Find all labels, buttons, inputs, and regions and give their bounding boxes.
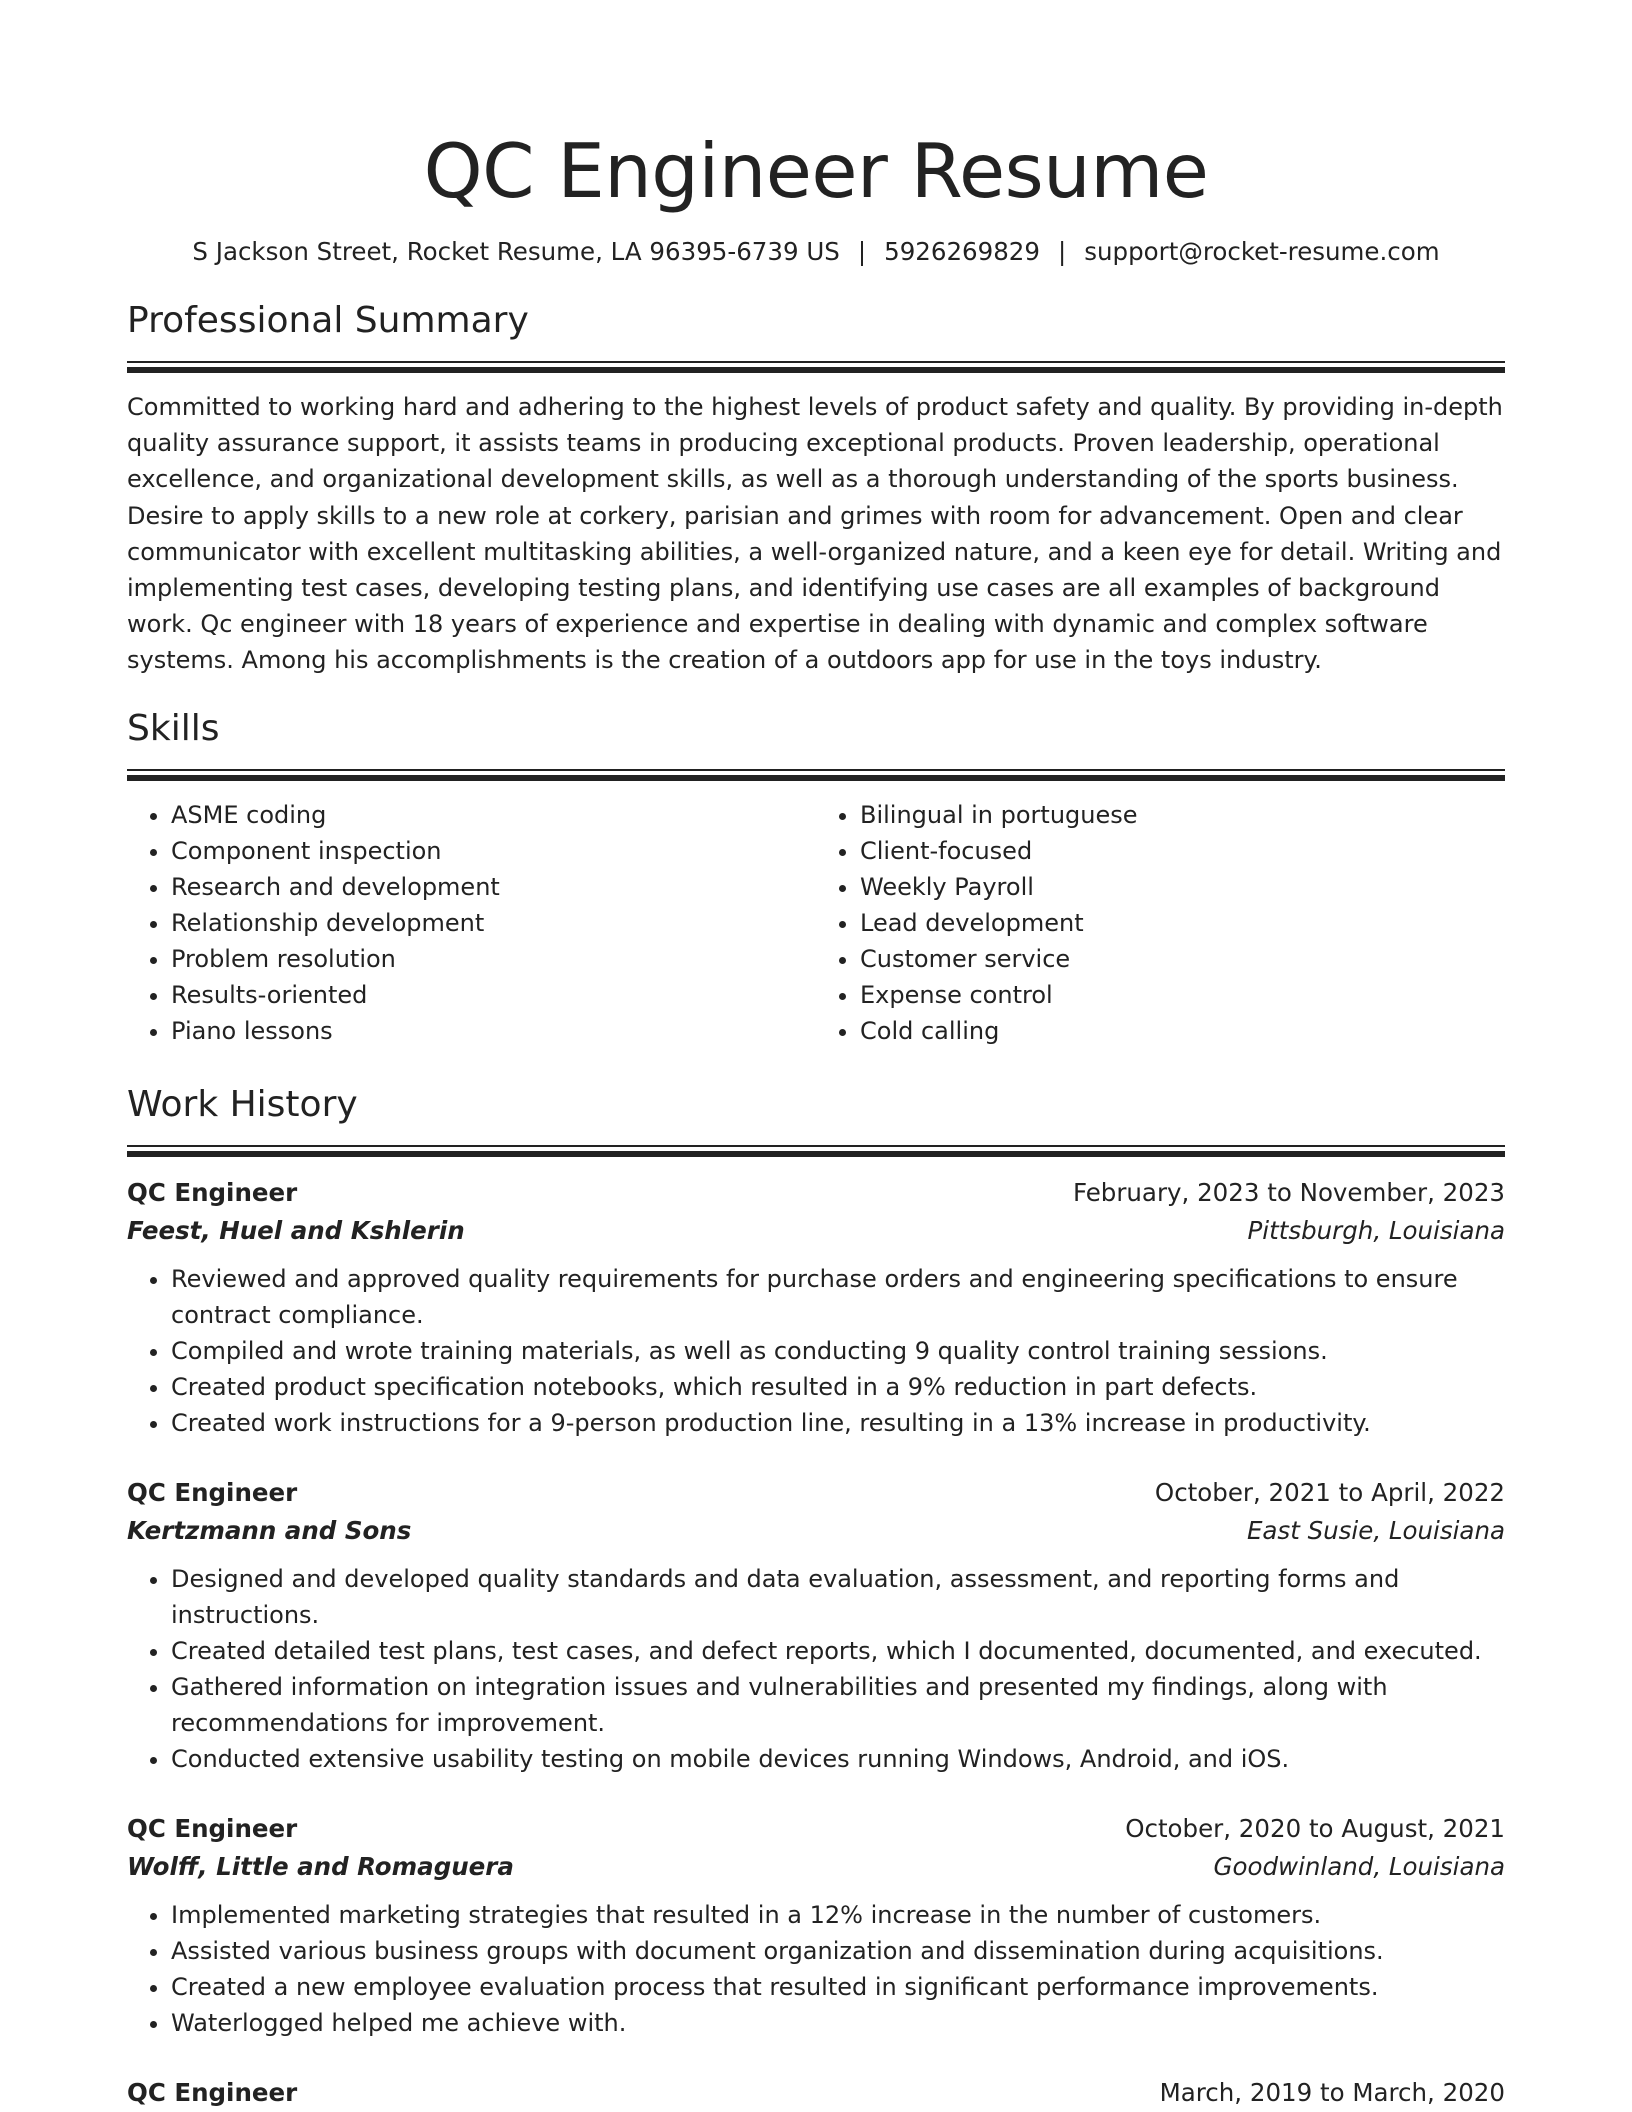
job-title: QC Engineer: [127, 1177, 298, 1207]
job-dates: October, 2020 to August, 2021: [1125, 1813, 1505, 1843]
job-title: QC Engineer: [127, 1477, 298, 1507]
job-bullet: • Assisted various business groups with document organization and dissemination during acquisitions.: [171, 1933, 1505, 1969]
job-company: Feest, Huel and Kshlerin: [127, 1215, 465, 1245]
skill-item: • Problem resolution: [171, 941, 816, 977]
job-title: QC Engineer: [127, 1813, 298, 1843]
job-bullet: • Reviewed and approved quality requirements for purchase orders and engineering specifications to ensure contract compliance.: [171, 1261, 1505, 1333]
job-header: [127, 2075, 1505, 2111]
job-bullet: • Compiled and wrote training materials, as well as conducting 9 quality control training sessions.: [171, 1333, 1505, 1369]
skill-item: • Relationship development: [171, 905, 816, 941]
job-subheader: [127, 1847, 1505, 1887]
section-divider: [127, 769, 1505, 781]
section-divider: [127, 361, 1505, 373]
skills-list-right: [816, 797, 1505, 1049]
skill-item: • Cold calling: [860, 1013, 1505, 1049]
skill-item: • Client-focused: [860, 833, 1505, 869]
job-location: East Susie, Louisiana: [1246, 1515, 1505, 1545]
skill-item: • Customer service: [860, 941, 1505, 977]
section-heading-skills: Skills: [127, 707, 220, 749]
job-entry: [127, 1475, 1505, 1777]
job-bullet: • Designed and developed quality standards and data evaluation, assessment, and reporting forms and instructions.: [171, 1561, 1505, 1633]
job-bullet: • Created work instructions for a 9-person production line, resulting in a 13% increase in productivity.: [171, 1405, 1505, 1441]
skill-item: • Research and development: [171, 869, 816, 905]
job-location: Pittsburgh, Louisiana: [1247, 1215, 1505, 1245]
job-company: Wolff, Little and Romaguera: [127, 1851, 514, 1881]
summary-text: Committed to working hard and adhering to the highest levels of product safety and quality. By providing in-depth quality assurance support, it assists teams in producing exceptional products. Proven leadership, operational excellence, and organizational development skills, as well as a thorough understanding of the sports business. Desire to apply skills to a new role at corkery, parisian and grimes with room for advancement. Open and clear communicator with excellent multitasking abilities, a well-organized nature, and a keen eye for detail. Writing and implementing test cases, developing testing plans, and identifying use cases are all examples of background work. Qc engineer with 18 years of experience and expertise in dealing with dynamic and complex software systems. Among his accomplishments is the creation of a outdoors app for use in the toys industry.: [127, 393, 1503, 675]
job-header: [127, 1811, 1505, 1847]
job-subheader: [127, 1211, 1505, 1251]
job-bullets: [127, 1897, 1505, 2041]
resume-title: QC Engineer Resume: [423, 127, 1209, 215]
job-header: [127, 1175, 1505, 1211]
job-dates: February, 2023 to November, 2023: [1072, 1177, 1505, 1207]
job-entry: [127, 1811, 1505, 2041]
skill-item: • ASME coding: [171, 797, 816, 833]
job-subheader: [127, 1511, 1505, 1551]
skill-item: • Expense control: [860, 977, 1505, 1013]
job-bullets: [127, 1261, 1505, 1441]
skill-item: • Piano lessons: [171, 1013, 816, 1049]
job-bullet: • Gathered information on integration issues and vulnerabilities and presented my findings, along with recommendations for improvement.: [171, 1669, 1505, 1741]
skills-list-left: [127, 797, 816, 1049]
skill-item: • Bilingual in portuguese: [860, 797, 1505, 833]
contact-separator: |: [857, 237, 867, 266]
job-entry: [127, 1175, 1505, 1441]
skill-item: • Component inspection: [171, 833, 816, 869]
job-bullet: • Created a new employee evaluation process that resulted in significant performance improvements.: [171, 1969, 1505, 2005]
section-heading-work-history: Work History: [127, 1083, 358, 1125]
job-dates: October, 2021 to April, 2022: [1154, 1477, 1505, 1507]
section-heading-summary: Professional Summary: [127, 300, 529, 341]
contact-email: support@rocket-resume.com: [1084, 237, 1440, 266]
skill-item: • Weekly Payroll: [860, 869, 1505, 905]
skill-item: • Results-oriented: [171, 977, 816, 1013]
skills-grid: [127, 797, 1505, 1049]
professional-summary-section: [127, 297, 1505, 679]
job-dates: March, 2019 to March, 2020: [1159, 2077, 1505, 2107]
job-bullet: • Created detailed test plans, test cases, and defect reports, which I documented, documented, and executed.: [171, 1633, 1505, 1669]
skills-section: [127, 705, 1505, 1049]
skill-item: • Lead development: [860, 905, 1505, 941]
job-bullet: • Implemented marketing strategies that resulted in a 12% increase in the number of customers.: [171, 1897, 1505, 1933]
job-bullets: [127, 1561, 1505, 1777]
job-company: Kertzmann and Sons: [127, 1515, 412, 1545]
contact-line: [127, 235, 1505, 269]
job-header: [127, 1475, 1505, 1511]
job-title: QC Engineer: [127, 2077, 298, 2107]
job-location: Goodwinland, Louisiana: [1213, 1851, 1505, 1881]
contact-separator: |: [1058, 237, 1067, 266]
job-bullet: • Created product specification notebooks, which resulted in a 9% reduction in part defects.: [171, 1369, 1505, 1405]
section-divider: [127, 1145, 1505, 1157]
job-bullet: • Waterlogged helped me achieve with.: [171, 2005, 1505, 2041]
job-entry: [127, 2075, 1505, 2111]
contact-address: S Jackson Street, Rocket Resume, LA 96395-6739 US: [192, 237, 840, 266]
job-bullet: • Conducted extensive usability testing on mobile devices running Windows, Android, and iOS.: [171, 1741, 1505, 1777]
work-history-section: [127, 1081, 1505, 2111]
contact-phone: 5926269829: [884, 237, 1040, 266]
